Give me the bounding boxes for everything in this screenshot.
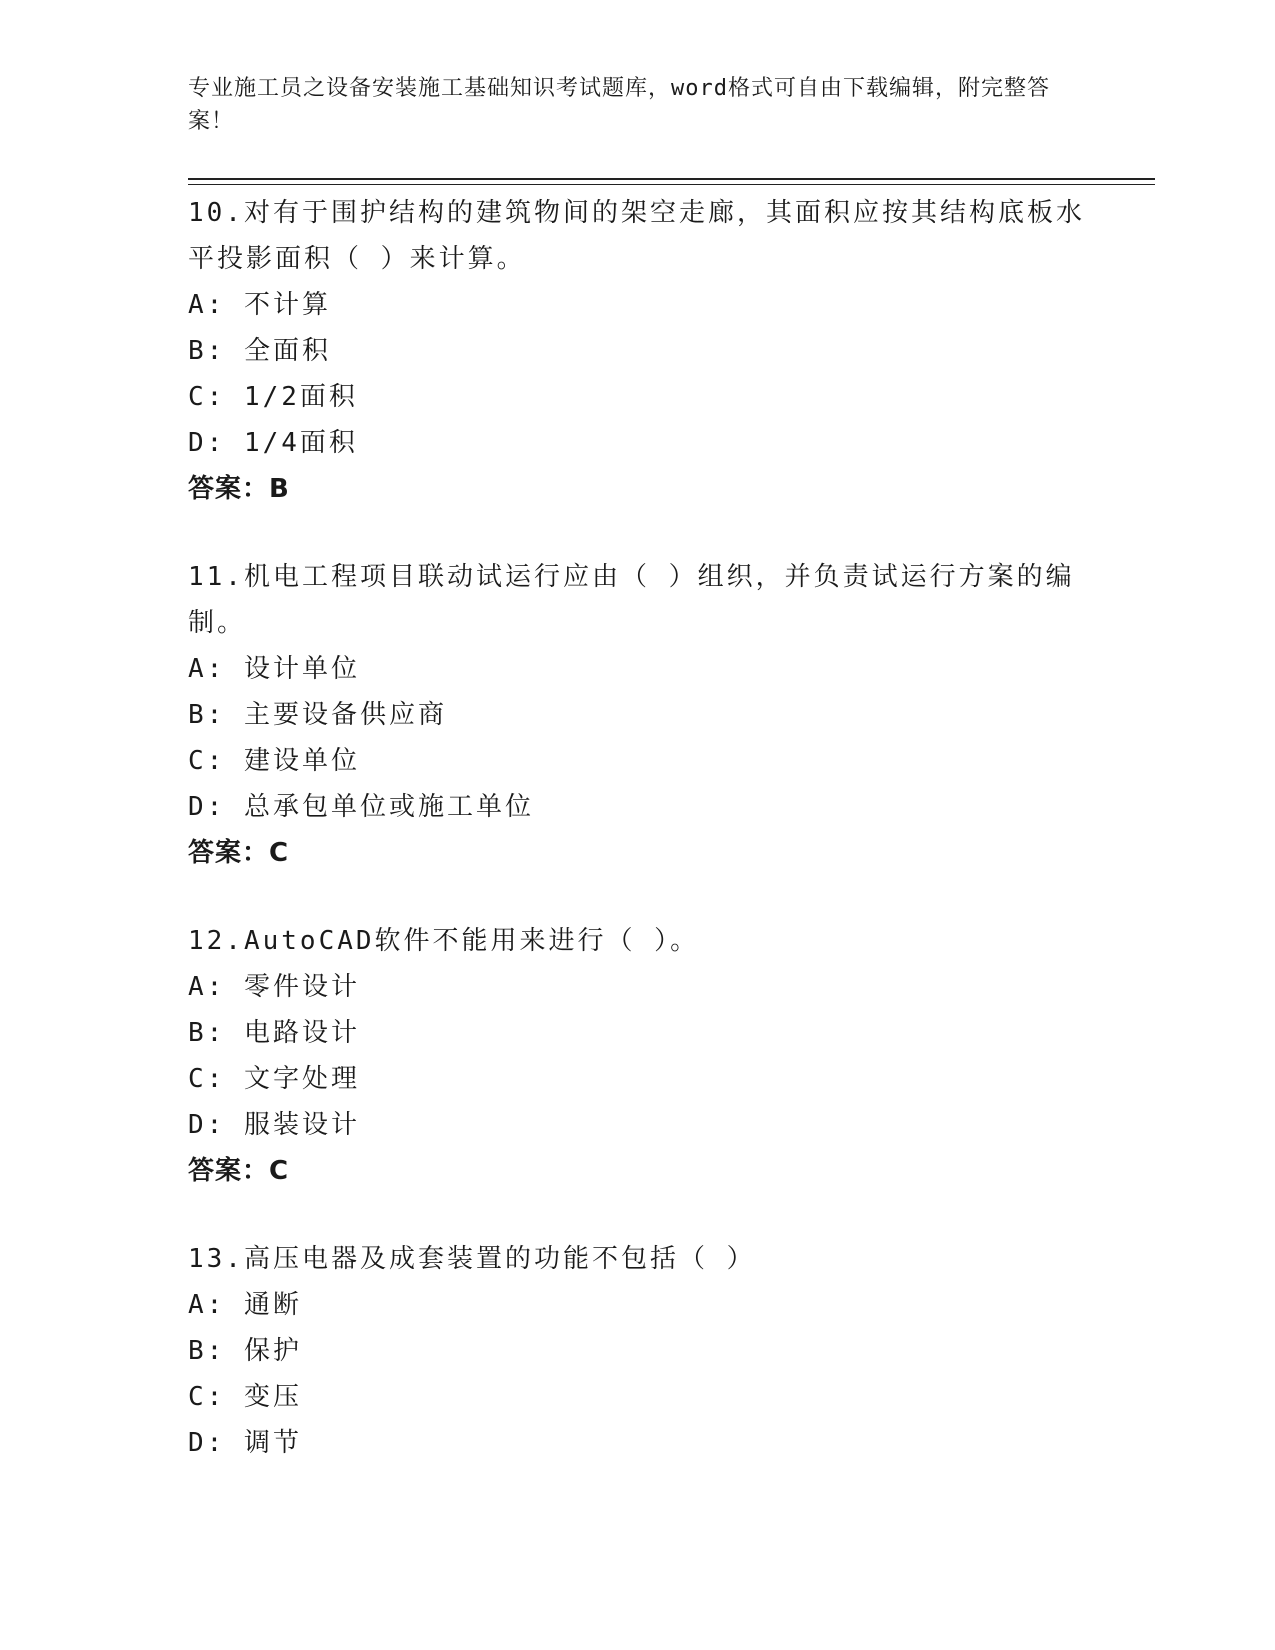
question-11: [188, 554, 1088, 876]
question-text: 11.机电工程项目联动试运行应由（ ）组织，并负责试运行方案的编制。: [188, 562, 1075, 638]
option-d: D: 总承包单位或施工单位: [188, 792, 534, 822]
question-text: 13.高压电器及成套装置的功能不包括（ ）: [188, 1244, 756, 1274]
answer: 答案：B: [188, 474, 290, 504]
answer: 答案：C: [188, 838, 290, 868]
question-text: 12.AutoCAD软件不能用来进行（ ）。: [188, 926, 700, 956]
option-b: B: 电路设计: [188, 1018, 360, 1048]
option-d: D: 1/4面积: [188, 428, 358, 458]
answer: 答案：C: [188, 1156, 290, 1186]
option-a: A: 不计算: [188, 290, 331, 320]
question-13: [188, 1236, 1088, 1466]
option-c: C: 建设单位: [188, 746, 360, 776]
header-note: 专业施工员之设备安装施工基础知识考试题库，word格式可自由下载编辑，附完整答案！: [188, 76, 1050, 134]
option-b: B: 主要设备供应商: [188, 700, 447, 730]
question-12: [188, 918, 1088, 1194]
option-a: A: 通断: [188, 1290, 302, 1320]
option-c: C: 文字处理: [188, 1064, 360, 1094]
question-10: [188, 190, 1088, 512]
option-a: A: 零件设计: [188, 972, 360, 1002]
question-text: 10.对有于围护结构的建筑物间的架空走廊，其面积应按其结构底板水平投影面积（ ）来计算。: [188, 198, 1085, 274]
option-b: B: 全面积: [188, 336, 331, 366]
option-d: D: 调节: [188, 1428, 302, 1458]
header-divider: [188, 178, 1155, 180]
option-d: D: 服装设计: [188, 1110, 360, 1140]
option-b: B: 保护: [188, 1336, 302, 1366]
option-a: A: 设计单位: [188, 654, 360, 684]
option-c: C: 1/2面积: [188, 382, 358, 412]
option-c: C: 变压: [188, 1382, 302, 1412]
header-divider-thin: [188, 184, 1155, 185]
